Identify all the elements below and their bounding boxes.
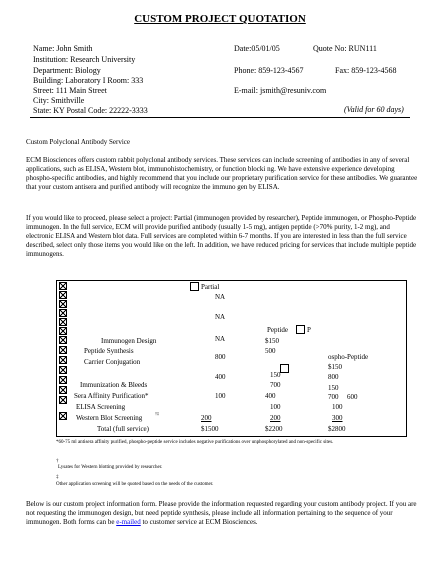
row-checkbox[interactable] <box>59 318 67 326</box>
footnote-ddagger-mark: ‡ <box>56 475 59 480</box>
partial-na-2: NA <box>215 313 226 321</box>
customer-fax: Fax: 859-123-4568 <box>335 66 397 75</box>
customer-email: E-mail: jsmith@resuniv.com <box>234 86 327 95</box>
closing-text-end: to customer service at ECM Biosciences. <box>142 518 258 526</box>
customer-street: Street: 111 Main Street <box>33 86 107 95</box>
header-divider <box>30 117 410 118</box>
table-right-border <box>406 280 407 437</box>
closing-paragraph <box>26 500 418 527</box>
western-footnote-mark: †‡ <box>155 411 159 416</box>
footnote-dagger: Lysates for Western blotting provided by researcher. <box>58 465 163 470</box>
table-bottom-border <box>56 436 407 437</box>
row-label-peptide-synthesis: Peptide Synthesis <box>84 347 134 355</box>
service-heading: Custom Polyclonal Antibody Service <box>26 138 131 146</box>
partial-column-header: Partial <box>201 283 220 291</box>
peptide-synthesis-checkbox[interactable] <box>59 346 67 354</box>
peptide-total: $2200 <box>265 425 283 433</box>
table-top-border <box>56 280 407 281</box>
customer-state: State: KY Postal Code: 22222-3333 <box>33 106 148 115</box>
phospho-elisa: 100 <box>332 403 343 411</box>
closing-text: Below is our custom project information form. Please provide the information requested regarding your custom antibody project. If you are not requesting the immunogen design, but need peptide synthesis, please include all information pertaining to the sequence of your immunogen. Both forms can be <box>26 500 417 526</box>
western-blot-checkbox[interactable] <box>59 412 67 420</box>
phospho-column-header-p: P <box>307 326 311 334</box>
phospho-immunization-extra: 600 <box>347 393 358 401</box>
row-label-elisa: ELISA Screening <box>76 403 126 411</box>
partial-carrier-conjugation: 800 <box>215 353 226 361</box>
customer-name: Name: John Smith <box>33 44 93 53</box>
phospho-conjugation: 150 <box>328 384 339 392</box>
peptide-design: $150 <box>265 337 279 345</box>
peptide-sera: 400 <box>265 392 276 400</box>
partial-total: $1500 <box>201 425 219 433</box>
row-checkbox[interactable] <box>59 327 67 335</box>
row-label-total: Total (full service) <box>97 425 149 433</box>
peptide-synthesis: 500 <box>265 347 276 355</box>
partial-western: 200 <box>201 414 212 422</box>
row-label-western: Western Blot Screening <box>76 414 143 422</box>
partial-na-1: NA <box>215 293 226 301</box>
customer-building: Building: Laboratory I Room: 333 <box>33 76 144 85</box>
phospho-western: 300 <box>332 414 343 422</box>
page-title: CUSTOM PROJECT QUOTATION <box>134 13 306 25</box>
partial-option-checkbox[interactable] <box>190 282 199 291</box>
peptide-option-checkbox[interactable] <box>296 325 305 334</box>
phospho-synthesis: 800 <box>328 373 339 381</box>
phospho-column-header: ospho-Peptide <box>328 353 369 361</box>
row-label-carrier-conjugation: Carrier Conjugation <box>84 358 141 366</box>
carrier-conjugation-checkbox[interactable] <box>59 356 67 364</box>
phospho-immunization: 700 <box>328 393 339 401</box>
customer-institution: Institution: Research University <box>33 55 136 64</box>
row-checkbox[interactable] <box>59 291 67 299</box>
elisa-checkbox[interactable] <box>59 396 67 404</box>
customer-city: City: Smithville <box>33 96 85 105</box>
phospho-design: $150 <box>328 363 342 371</box>
peptide-western: 200 <box>270 414 281 422</box>
phospho-option-checkbox[interactable] <box>280 364 289 373</box>
immunogen-design-checkbox[interactable] <box>59 336 67 344</box>
peptide-elisa: 100 <box>270 403 281 411</box>
footnote-dagger-mark: † <box>56 459 59 464</box>
partial-immunogen-design: NA <box>215 335 226 343</box>
quote-date: Date:05/01/05 <box>234 44 280 53</box>
intro-paragraph: ECM Biosciences offers custom rabbit polyclonal antibody services. These services can include screening of antibodies in any of several applications, such as ELISA, Western blot, immunohistochemistry, or function blocki ng. We have extensive experience developing phospho-specific antibodies, and highly recommend that you include our proprietary purification service for these antibodies. We guarantee that your custom antisera and purified antibody will recognize the immuno gen by ELISA. <box>26 156 418 191</box>
peptide-column-header: Peptide <box>267 326 288 334</box>
footnote-star: *60-75 ml antisera affinity purified, phospho-peptide service includes negative purifications over unphosphorylated and non-specific sites. <box>56 440 334 445</box>
row-checkbox[interactable] <box>59 282 67 290</box>
row-checkbox[interactable] <box>59 300 67 308</box>
footnote-ddagger: Other application screening will be quoted based on the needs of the customer. <box>56 482 214 487</box>
customer-department: Department: Biology <box>33 66 101 75</box>
project-paragraph: If you would like to proceed, please select a project: Partial (immunogen provided by researcher), Peptide immunogen, or Phospho-Peptide immunogen. In the full service, ECM will provide purified antibody (usually 1-5 mg), antigen peptide (>70% purity, 1-2 mg), and electronic ELISA and Western blot data. Full services are completed within 6-7 months. If you are interested in less than the full service described, select only those items you would like on the left. In addition, we have reduced pricing for services that include multiple peptide immunogens. <box>26 214 417 258</box>
validity-note: (Valid for 60 days) <box>344 105 404 114</box>
row-label-immunogen-design: Immunogen Design <box>101 337 157 345</box>
customer-phone: Phone: 859-123-4567 <box>234 66 304 75</box>
partial-immunization: 400 <box>215 373 226 381</box>
partial-sera-affinity: 100 <box>215 392 226 400</box>
sera-affinity-checkbox[interactable] <box>59 386 67 394</box>
phospho-total: $2800 <box>328 425 346 433</box>
table-left-border <box>56 280 57 437</box>
row-label-sera-affinity: Sera Affinity Purification* <box>74 392 149 400</box>
peptide-conjugation: 150 <box>270 371 281 379</box>
peptide-immunization: 700 <box>270 381 281 389</box>
row-label-immunization: Immunization & Bleeds <box>80 381 148 389</box>
immunization-checkbox[interactable] <box>59 376 67 384</box>
row-checkbox[interactable] <box>59 366 67 374</box>
quote-number: Quote No: RUN111 <box>313 44 377 53</box>
row-checkbox[interactable] <box>59 309 67 317</box>
email-link[interactable]: e-mailed <box>116 518 141 526</box>
